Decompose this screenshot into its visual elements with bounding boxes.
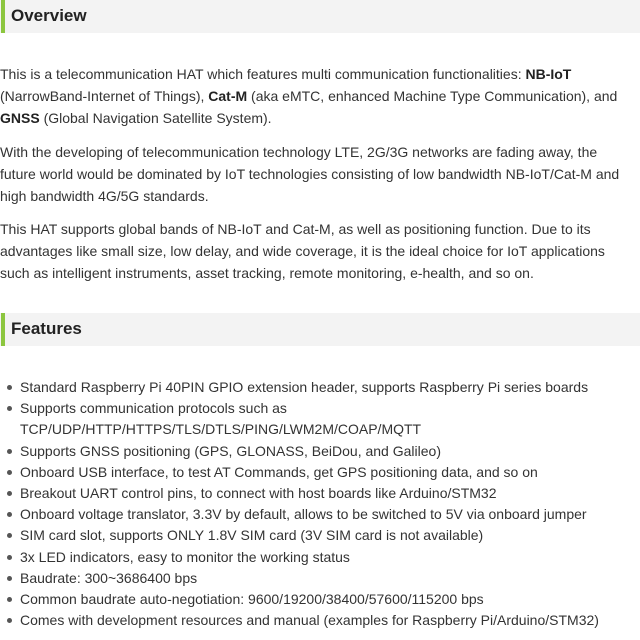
nb-iot-bold: NB-IoT: [525, 66, 572, 82]
features-section-header: [0, 313, 640, 346]
overview-paragraph-1: [0, 63, 636, 129]
feature-item: Breakout UART control pins, to connect with host boards like Arduino/STM32: [0, 483, 620, 504]
feature-item: Onboard voltage translator, 3.3V by default, allows to be switched to 5V via onboard jumper: [0, 504, 620, 525]
para1-text-4: (Global Navigation Satellite System).: [39, 110, 272, 126]
feature-item: Baudrate: 300~3686400 bps: [0, 568, 620, 589]
feature-item: Onboard USB interface, to test AT Commands, get GPS positioning data, and so on: [0, 462, 620, 483]
gnss-bold: GNSS: [0, 110, 40, 126]
feature-item: 3x LED indicators, easy to monitor the working status: [0, 547, 620, 568]
overview-section-header: [0, 0, 640, 33]
overview-title: Overview: [11, 6, 87, 25]
features-title: Features: [11, 319, 82, 338]
para1-text-1: This is a telecommunication HAT which features multi communication functionalities:: [0, 66, 526, 82]
overview-paragraph-2: With the developing of telecommunication technology LTE, 2G/3G networks are fading away, the future world would be dominated by IoT technologies consisting of low bandwidth NB-IoT/Cat-M and high bandwidth 4G/5G standards.: [0, 144, 620, 204]
features-list: [0, 377, 620, 631]
cat-m-bold: Cat-M: [208, 88, 248, 104]
para1-text-2: (NarrowBand-Internet of Things),: [0, 88, 209, 104]
feature-item: Supports GNSS positioning (GPS, GLONASS, BeiDou, and Galileo): [0, 441, 620, 462]
section-accent-bar: [1, 313, 5, 346]
para1-text-3: (aka eMTC, enhanced Machine Type Communication), and: [247, 88, 618, 104]
feature-item: Comes with development resources and manual (examples for Raspberry Pi/Arduino/STM32): [0, 610, 620, 631]
overview-paragraph-3: This HAT supports global bands of NB-IoT and Cat-M, as well as positioning function. Due to its advantages like small size, low delay, and wide coverage, it is the ideal choice for IoT applications such as intelligent instruments, asset tracking, remote monitoring, e-health, and so on.: [0, 221, 605, 281]
feature-item: Common baudrate auto-negotiation: 9600/19200/38400/57600/115200 bps: [0, 589, 620, 610]
feature-item: Standard Raspberry Pi 40PIN GPIO extension header, supports Raspberry Pi series boards: [0, 377, 620, 398]
feature-item: SIM card slot, supports ONLY 1.8V SIM card (3V SIM card is not available): [0, 525, 620, 546]
section-accent-bar: [1, 0, 5, 33]
feature-item: Supports communication protocols such as TCP/UDP/HTTP/HTTPS/TLS/DTLS/PING/LWM2M/COAP/MQTT: [0, 398, 620, 440]
